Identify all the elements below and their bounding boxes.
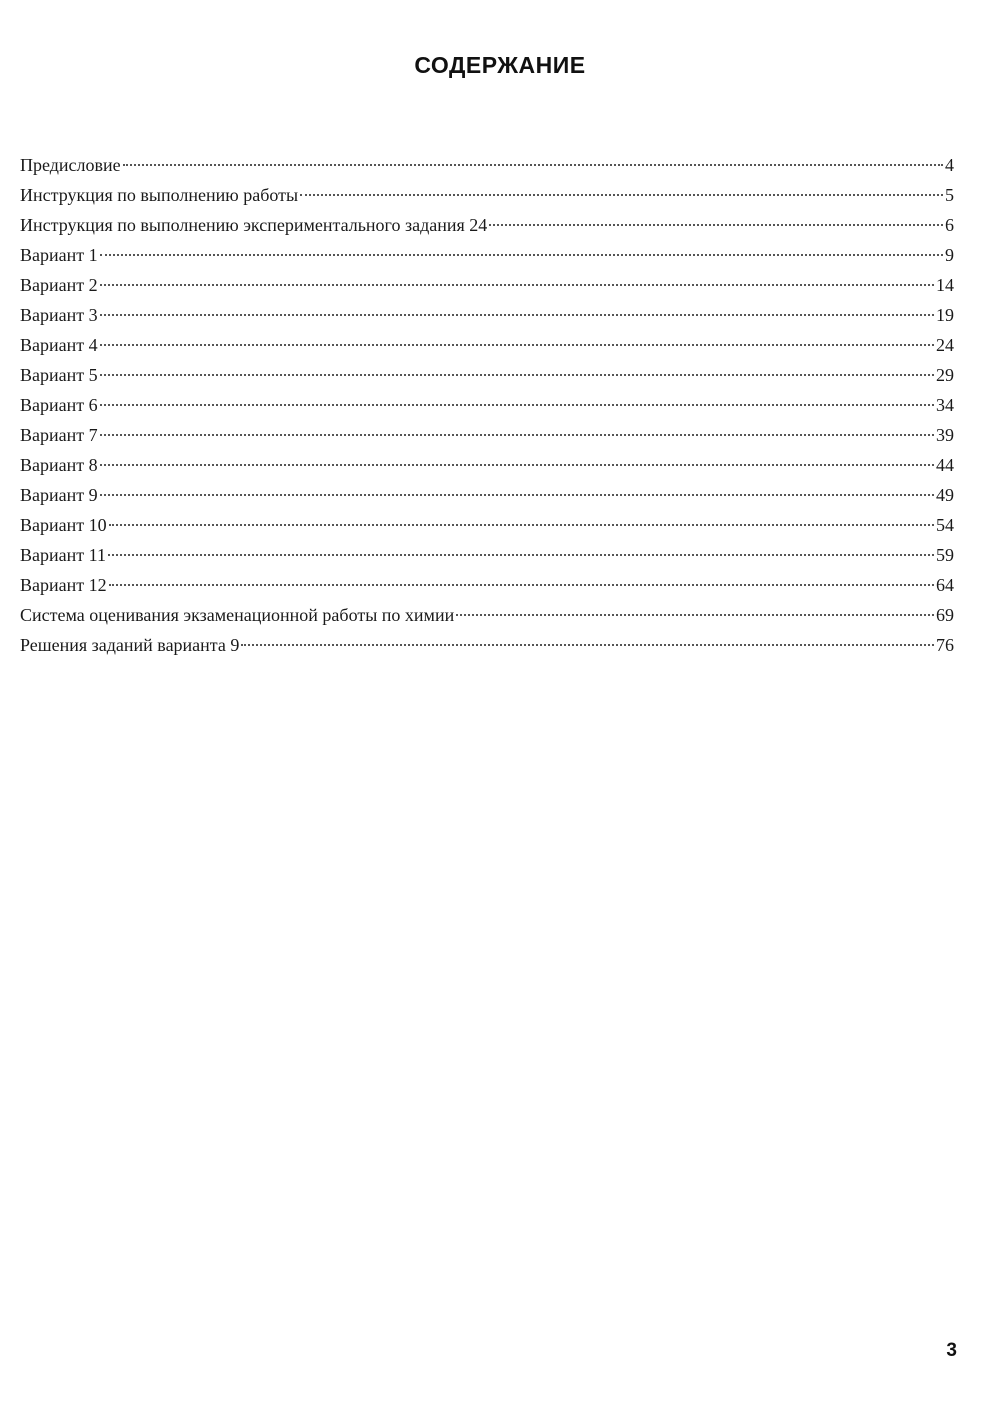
toc-entry-variant-9[interactable] — [20, 480, 954, 510]
toc-entry-label: Вариант 11 — [20, 545, 106, 565]
dot-leader — [100, 494, 934, 496]
dot-leader — [100, 254, 943, 256]
toc-entry-variant-5[interactable] — [20, 360, 954, 390]
toc-entry-page: 54 — [936, 515, 954, 535]
dot-leader — [241, 644, 934, 646]
toc-entry-page: 14 — [936, 275, 954, 295]
dot-leader — [100, 344, 934, 346]
toc-entry-page: 49 — [936, 485, 954, 505]
toc-entry-page: 34 — [936, 395, 954, 415]
toc-entry-variant-12[interactable] — [20, 570, 954, 600]
page-title: СОДЕРЖАНИЕ — [414, 52, 586, 78]
toc-entry-variant-10[interactable] — [20, 510, 954, 540]
dot-leader — [108, 554, 934, 556]
dot-leader — [123, 164, 943, 166]
toc-entry-variant-7[interactable] — [20, 420, 954, 450]
toc-entry-label: Решения заданий варианта 9 — [20, 635, 240, 655]
toc-entry-preface[interactable] — [20, 150, 954, 180]
dot-leader — [100, 284, 934, 286]
toc-entry-variant-11[interactable] — [20, 540, 954, 570]
toc-entry-label: Инструкция по выполнению экспериментального задания 24 — [20, 215, 488, 235]
toc-entry-label: Инструкция по выполнению работы — [20, 185, 299, 205]
toc-entry-label: Предисловие — [20, 155, 121, 175]
toc-entry-label: Вариант 12 — [20, 575, 107, 595]
toc-entry-variant-8[interactable] — [20, 450, 954, 480]
toc-entry-label: Вариант 3 — [20, 305, 98, 325]
dot-leader — [100, 374, 934, 376]
toc-entry-page: 24 — [936, 335, 954, 355]
toc-entry-page: 5 — [945, 185, 954, 205]
toc-entry-label: Система оценивания экзаменационной работы по химии — [20, 605, 455, 625]
toc-entry-variant-9-solutions[interactable] — [20, 630, 954, 660]
toc-entry-variant-2[interactable] — [20, 270, 954, 300]
toc-entry-variant-3[interactable] — [20, 300, 954, 330]
toc-entry-variant-1[interactable] — [20, 240, 954, 270]
table-of-contents — [20, 150, 954, 660]
toc-entry-label: Вариант 2 — [20, 275, 98, 295]
dot-leader — [109, 584, 934, 586]
toc-entry-page: 76 — [936, 635, 954, 655]
toc-entry-label: Вариант 7 — [20, 425, 98, 445]
toc-entry-label: Вариант 10 — [20, 515, 107, 535]
dot-leader — [300, 194, 943, 196]
toc-entry-page: 39 — [936, 425, 954, 445]
toc-entry-page: 6 — [945, 215, 954, 235]
toc-entry-label: Вариант 1 — [20, 245, 98, 265]
toc-entry-label: Вариант 8 — [20, 455, 98, 475]
toc-entry-label: Вариант 6 — [20, 395, 98, 415]
toc-entry-page: 4 — [945, 155, 954, 175]
toc-entry-page: 64 — [936, 575, 954, 595]
toc-entry-instructions[interactable] — [20, 180, 954, 210]
toc-entry-label: Вариант 4 — [20, 335, 98, 355]
dot-leader — [100, 434, 934, 436]
toc-entry-variant-6[interactable] — [20, 390, 954, 420]
dot-leader — [100, 314, 934, 316]
toc-entry-grading-system[interactable] — [20, 600, 954, 630]
toc-entry-page: 9 — [945, 245, 954, 265]
dot-leader — [489, 224, 943, 226]
toc-entry-page: 69 — [936, 605, 954, 625]
toc-entry-label: Вариант 9 — [20, 485, 98, 505]
dot-leader — [100, 464, 934, 466]
toc-entry-page: 19 — [936, 305, 954, 325]
toc-entry-experimental-instructions[interactable] — [20, 210, 954, 240]
dot-leader — [100, 404, 934, 406]
toc-entry-variant-4[interactable] — [20, 330, 954, 360]
toc-entry-page: 29 — [936, 365, 954, 385]
toc-entry-label: Вариант 5 — [20, 365, 98, 385]
toc-entry-page: 44 — [936, 455, 954, 475]
page-number: 3 — [946, 1340, 957, 1361]
dot-leader — [109, 524, 934, 526]
toc-entry-page: 59 — [936, 545, 954, 565]
dot-leader — [456, 614, 934, 616]
